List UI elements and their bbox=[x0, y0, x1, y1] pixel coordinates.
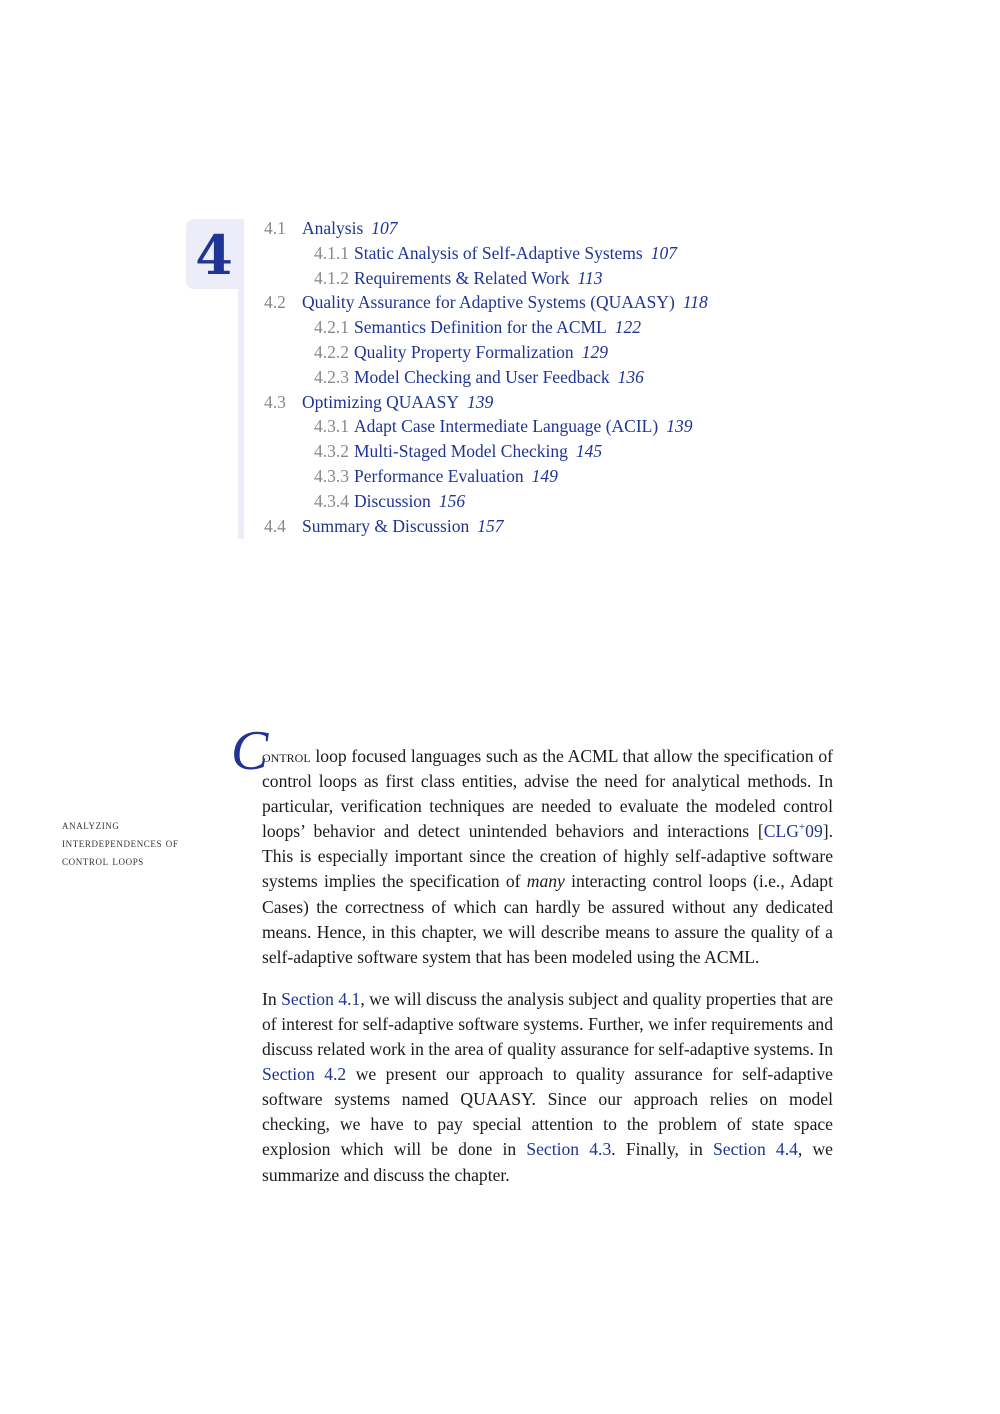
toc-entry[interactable] bbox=[264, 489, 804, 514]
toc-entry-number: 4.3 bbox=[264, 391, 286, 412]
toc-entry-page[interactable]: 157 bbox=[477, 515, 504, 536]
toc-entry-title[interactable]: Optimizing QUAASY bbox=[302, 391, 460, 412]
paragraph-text: we present our approach to quality assurance for self-adaptive software systems named QUAASY. Since our approach relies on model checking, we have to pay special attention to the problem of state space explosion which will be done in bbox=[262, 1064, 833, 1160]
toc-entry-page[interactable]: 145 bbox=[575, 441, 603, 462]
toc-entry-title[interactable]: Semantics Definition for the ACML bbox=[354, 317, 607, 338]
paragraph-text: In bbox=[262, 988, 282, 1009]
toc-entry-page[interactable]: 122 bbox=[614, 317, 641, 338]
paragraph-text: , we will discuss the analysis subject and quality properties that are of interest for self-adaptive software systems. Further, we infer requirements and discuss related work in the area of quality assurance for self-adaptive systems. In bbox=[262, 988, 834, 1060]
margin-note bbox=[62, 816, 232, 870]
toc-entry-title[interactable]: Quality Assurance for Adaptive Systems (QUAASY) bbox=[302, 292, 675, 313]
section-4-3-link[interactable]: Section 4.3 bbox=[526, 1139, 612, 1160]
paragraph-text: loop focused languages such as the ACML that allow the specification of control loops as first class entities, advise the need for analytical methods. In particular, verification techniques are needed to evaluate the modeled control loops’ behavior and detect unintended behaviors and interactions [ bbox=[262, 746, 833, 842]
toc-entry-title[interactable]: Discussion bbox=[354, 490, 431, 511]
toc-entry[interactable] bbox=[264, 266, 804, 291]
paragraph-text: . Finally, in bbox=[611, 1139, 713, 1160]
citation-year: 09 bbox=[805, 821, 823, 842]
drop-cap: C bbox=[231, 720, 269, 782]
toc-entry-title[interactable]: Analysis bbox=[302, 218, 364, 238]
toc-entry[interactable] bbox=[264, 216, 804, 241]
toc-entry-title[interactable]: Adapt Case Intermediate Language (ACIL) bbox=[354, 416, 659, 437]
toc-entry[interactable] bbox=[264, 340, 804, 365]
margin-note-line: interdependences of bbox=[62, 836, 179, 850]
section-4-1-link[interactable]: Section 4.1 bbox=[281, 988, 361, 1009]
toc-entry-number: 4.1 bbox=[264, 218, 286, 238]
chapter-intro-text bbox=[231, 720, 834, 1205]
toc-entry-number: 4.2.2 bbox=[314, 341, 349, 362]
toc-entry-title[interactable]: Performance Evaluation bbox=[354, 465, 524, 486]
toc-entry-number: 4.1.1 bbox=[314, 242, 349, 263]
toc-entry-title[interactable]: Model Checking and User Feedback bbox=[354, 366, 610, 387]
intro-paragraph-1 bbox=[231, 720, 833, 970]
smallcaps-word: ontrol bbox=[262, 746, 311, 766]
toc-entry-page[interactable]: 118 bbox=[682, 292, 708, 313]
toc-entry-title[interactable]: Static Analysis of Self-Adaptive Systems bbox=[354, 242, 643, 263]
paragraph-text: , we summarize and discuss the chapter. bbox=[262, 1139, 833, 1185]
chapter-number: 4 bbox=[195, 223, 233, 287]
toc-entry-number: 4.2.1 bbox=[314, 317, 349, 338]
toc-entry-number: 4.2.3 bbox=[314, 366, 349, 387]
toc-entry[interactable] bbox=[264, 290, 804, 315]
toc-entry-number: 4.3.2 bbox=[314, 441, 349, 462]
toc-entry[interactable] bbox=[264, 315, 804, 340]
margin-note-line: control loops bbox=[62, 854, 144, 868]
toc-entry-title[interactable]: Requirements & Related Work bbox=[354, 267, 570, 288]
toc-entry-title[interactable]: Quality Property Formalization bbox=[354, 341, 574, 362]
toc-entry[interactable] bbox=[264, 414, 804, 439]
toc-entry[interactable] bbox=[264, 390, 804, 415]
paragraph-text: ]. This is especially important since the creation of highly self-adaptive software systems implies the specification of bbox=[262, 821, 833, 892]
toc-entry-number: 4.3.3 bbox=[314, 465, 349, 486]
paragraph-text: interacting control loops (i.e., Adapt Cases) the correctness of which can hardly be assured without any dedicated means. Hence, in this chapter, we will describe means to assure the quality of a self-adaptive software system that has been modeled using the ACML. bbox=[262, 871, 833, 967]
emphasis-text: many bbox=[526, 871, 565, 892]
intro-paragraph-2 bbox=[262, 987, 833, 1188]
citation-key: CLG bbox=[763, 821, 799, 842]
toc-entry-number: 4.4 bbox=[264, 515, 286, 536]
toc-entry-page[interactable]: 129 bbox=[581, 341, 608, 362]
toc-entry-page[interactable]: 156 bbox=[438, 490, 466, 511]
toc-entry-page[interactable]: 136 bbox=[617, 366, 644, 387]
toc-entry-page[interactable]: 107 bbox=[650, 242, 677, 263]
toc-entry-page[interactable]: 107 bbox=[371, 218, 398, 238]
toc-entry-title[interactable]: Summary & Discussion bbox=[302, 515, 470, 536]
toc-entry-number: 4.3.1 bbox=[314, 416, 349, 437]
toc-entry[interactable] bbox=[264, 241, 804, 266]
toc-entry-page[interactable]: 149 bbox=[531, 465, 558, 486]
margin-note-line: analyzing bbox=[62, 818, 120, 832]
toc-entry-title[interactable]: Multi-Staged Model Checking bbox=[354, 441, 568, 462]
toc-entry-number: 4.3.4 bbox=[314, 490, 349, 511]
toc-entry-page[interactable]: 113 bbox=[577, 267, 603, 288]
citation-link[interactable] bbox=[764, 821, 823, 841]
toc-entry[interactable] bbox=[264, 439, 804, 464]
toc-entry[interactable] bbox=[264, 365, 804, 390]
toc-entry[interactable] bbox=[264, 464, 804, 489]
toc-entry[interactable] bbox=[264, 514, 804, 539]
toc-entry-number: 4.2 bbox=[264, 292, 286, 313]
chapter-table-of-contents bbox=[264, 216, 804, 538]
toc-entry-number: 4.1.2 bbox=[314, 267, 349, 288]
section-4-2-link[interactable]: Section 4.2 bbox=[262, 1064, 347, 1085]
section-4-4-link[interactable]: Section 4.4 bbox=[712, 1139, 798, 1160]
citation-sup: + bbox=[798, 821, 806, 834]
toc-entry-page[interactable]: 139 bbox=[666, 416, 693, 437]
toc-entry-page[interactable]: 139 bbox=[467, 391, 494, 412]
